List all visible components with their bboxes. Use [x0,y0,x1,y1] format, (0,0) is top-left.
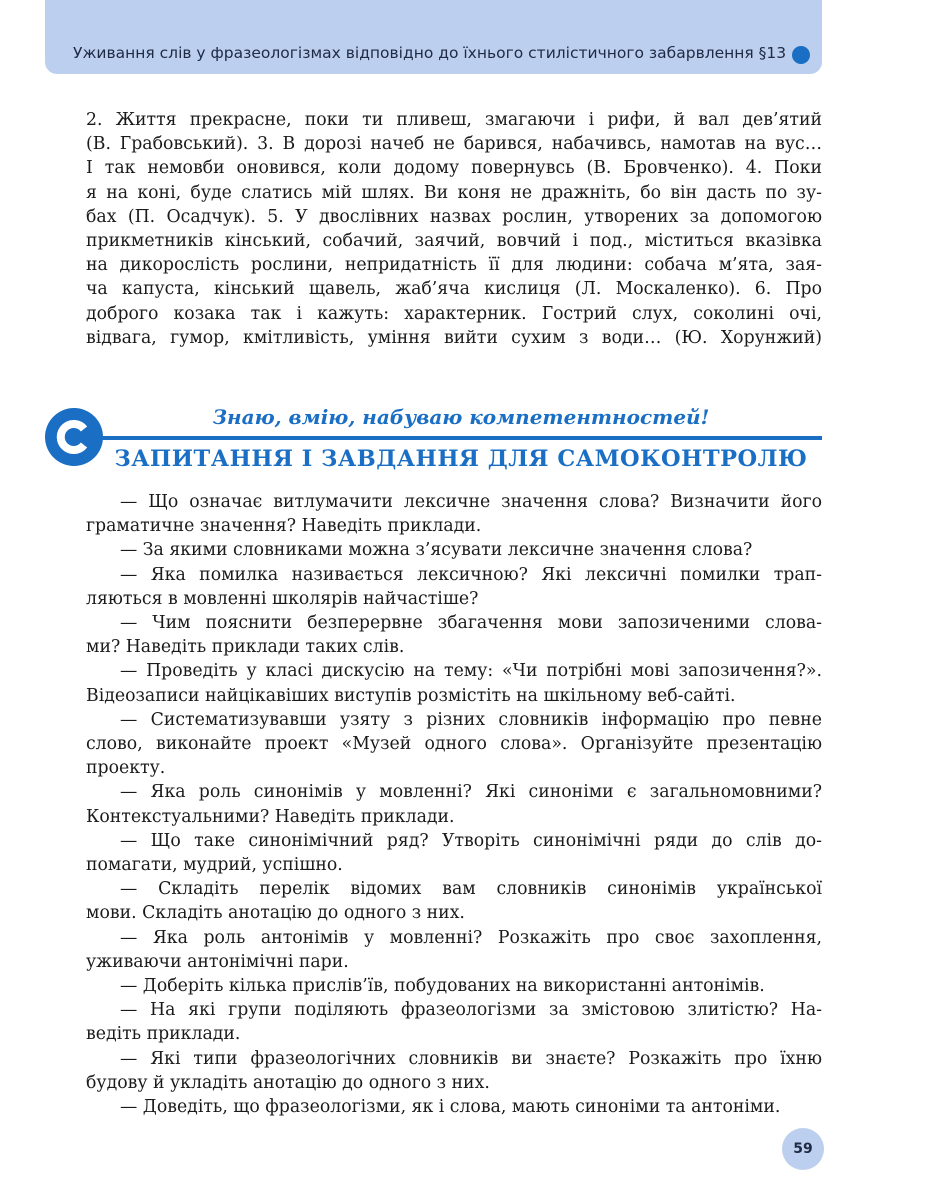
question-line: будову й укладіть анотацію до одного з них. [86,1072,490,1093]
question-line: граматичне значення? Наведіть приклади. [86,516,482,537]
question-item [86,708,822,781]
intro-line: 2. Життя прекрасне, поки ти пливеш, змагаючи і рифи, й вал дев’ятий [86,110,822,130]
question-item [86,926,822,974]
question-line: — Проведіть у класі дискусію на тему: «Чи потрібні мові запозичення?». [120,661,822,682]
question-item [86,780,822,828]
question-line: Контекстуальними? Наведіть приклади. [86,806,455,827]
intro-line: прикметників кінський, собачий, заячий, вовчий і под., міститься вказівка [86,231,822,252]
self-control-c-icon [45,408,103,466]
intro-line: бах (П. Осадчук). 5. У двослівних назвах рослин, утворених за допомогою [86,206,822,227]
question-line: ляються в мовленні школярів найчастіше? [86,588,479,609]
intro-line: відвага, гумор, кмітливість, уміння вийти сухим з води… (Ю. Хорунжий) [86,327,822,348]
running-header [45,0,822,74]
question-line: — На які групи поділяють фразеологізми за змістовою злитістю? На- [120,1000,822,1021]
question-line: уживаючи антонімічні пари. [86,951,349,972]
question-line: — Яка помилка називається лексичною? Які лексичні помилки трап- [120,564,822,585]
question-line: мови. Складіть анотацію до одного з них. [86,903,465,924]
section-divider [100,436,822,440]
question-line: — Систематизувавши узяту з різних словників інформацію про певне [120,709,822,730]
question-item [86,974,822,998]
question-line: — Яка роль антонімів у мовленні? Розкажіть про своє захоплення, [120,927,822,948]
intro-exercise-text [86,108,822,350]
question-item [86,1047,822,1095]
question-line: ведіть приклади. [86,1024,241,1045]
question-line: слово, виконайте проект «Музей одного слова». Організуйте презентацію [86,734,822,755]
question-item [86,563,822,611]
question-item [86,1095,822,1119]
question-line: — Яка роль синонімів у мовленні? Які синоніми є загальномовними? [120,782,822,803]
question-item [86,998,822,1046]
question-item [86,490,822,538]
question-line: — Доберіть кілька прислів’їв, побудованих на використанні антонімів. [120,976,765,997]
question-line: — Що означає витлумачити лексичне значення слова? Визначити його [120,492,822,512]
section-title: ЗАПИТАННЯ І ЗАВДАННЯ ДЛЯ САМОКОНТРОЛЮ [114,446,808,472]
question-item [86,659,822,707]
question-line: — Складіть перелік відомих вам словників синонімів української [120,879,822,900]
running-header-title: Уживання слів у фразеологізмах відповідно до їхнього стилістичного забарвлення §13 [73,44,787,62]
intro-line: на дикорослість рослини, непридатність її для людини: собача м’ята, зая- [86,255,822,276]
question-line: — Які типи фразеологічних словників ви знаєте? Розкажіть про їхню [120,1048,822,1069]
question-line: ми? Наведіть приклади таких слів. [86,637,405,658]
question-line: — За якими словниками можна з’ясувати лексичне значення слова? [120,540,753,561]
intro-line: ча капуста, кінський щавель, жаб’яча кислиця (Л. Москаленко). 6. Про [86,279,822,300]
intro-line: І так немовби оновився, коли додому повернувсь (В. Бровченко). 4. Поки [86,158,822,179]
question-line: — Доведіть, що фразеологізми, як і слова, мають синоніми та антоніми. [120,1097,781,1118]
intro-line: я на коні, буде слатись мій шлях. Ви коня не дражніть, бо він дасть по зу- [86,182,822,203]
question-line: — Що таке синонімічний ряд? Утворіть синонімічні ряди до слів до- [120,830,822,851]
question-item [86,829,822,877]
question-line: проекту. [86,758,166,779]
question-item [86,611,822,659]
intro-line: (В. Грабовський). 3. В дорозі начеб не барився, набачивсь, намотав на вус… [86,134,822,155]
intro-line: доброго козака так і кажуть: характерник. Гострий слух, соколині очі, [86,303,822,324]
section-kicker: Знаю, вмію, набуваю компетентностей! [212,405,710,429]
question-line: Відеозаписи найцікавіших виступів розмістіть на шкільному веб-сайті. [86,685,736,706]
questions-list [86,490,822,1119]
question-item [86,538,822,562]
header-dot-icon [792,46,810,64]
page-number: 59 [782,1128,824,1170]
question-item [86,877,822,925]
question-line: помагати, мудрий, успішно. [86,855,343,876]
question-line: — Чим пояснити безперервне збагачення мови запозиченими слова- [120,613,822,634]
